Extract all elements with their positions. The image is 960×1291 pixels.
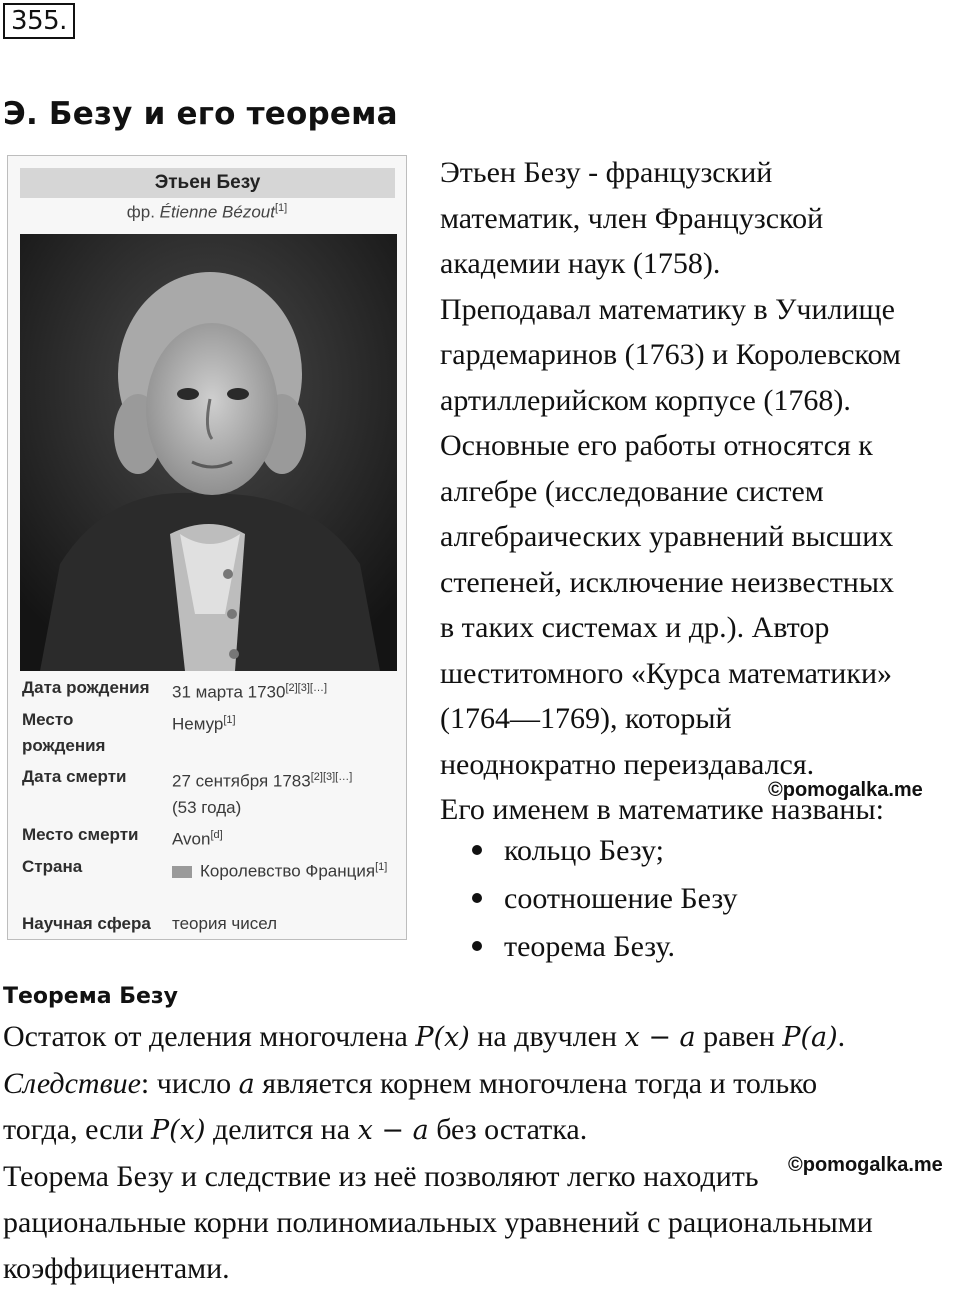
row-label: Место рождения — [22, 710, 106, 755]
watermark: ©pomogalka.me — [768, 779, 923, 801]
bullet-icon — [472, 941, 482, 951]
row-value: Avon[d] — [172, 829, 223, 849]
text-line: Этьен Безу - французский — [440, 156, 773, 189]
infobox-row-birth-date — [20, 675, 398, 701]
text-line: Преподавал математику в Училище — [440, 292, 895, 326]
subtitle-name: Étienne Bézout — [159, 202, 275, 222]
corollary-line-2: тогда, если P(x) делится на x − a без остатка. — [3, 1113, 588, 1146]
infobox-row-death-date — [20, 764, 398, 816]
text-line: академии наук (1758). — [440, 247, 721, 280]
subtitle-prefix: фр. — [126, 202, 160, 222]
text-line: неоднократно переиздавался. — [440, 747, 815, 781]
theorem-statement: Остаток от деления многочлена P(x) на двучлен x − a равен P(a). — [3, 1020, 846, 1053]
text-line: шеститомного «Курса математики» — [440, 656, 892, 690]
closing-line: рациональные корни полиномиальных уравнений с рациональными — [3, 1206, 873, 1239]
flag-icon — [172, 866, 192, 878]
text-line: (1764—1769), который — [440, 702, 732, 735]
infobox — [7, 155, 407, 940]
row-label: Научная сфера — [22, 914, 151, 933]
problem-number: 355. — [3, 3, 75, 39]
text-line: алгебре (исследование систем — [440, 474, 824, 508]
corollary-line-1: Следствие: число a является корнем многочлена тогда и только — [3, 1067, 818, 1100]
text-line: Основные его работы относятся к — [440, 429, 873, 462]
row-value: 31 марта 1730[2][3][…] — [172, 682, 328, 702]
portrait-image — [20, 234, 397, 671]
subtitle-ref: [1] — [274, 202, 288, 214]
infobox-row-field — [20, 911, 398, 937]
text-line: гардемаринов (1763) и Королевском — [440, 338, 901, 371]
watermark: ©pomogalka.me — [788, 1154, 943, 1176]
text-line: степеней, исключение неизвестных — [440, 565, 895, 599]
closing-line: Теорема Безу и следствие из неё позволяют легко находить — [3, 1160, 759, 1193]
list-item: соотношение Безу — [472, 882, 738, 916]
infobox-row-death-place — [20, 822, 398, 848]
closing-line: коэффициентами. — [3, 1252, 230, 1285]
page-title: Э. Безу и его теорема — [3, 96, 398, 132]
infobox-subtitle — [8, 202, 406, 223]
row-value: Королевство Франция[1] — [172, 854, 396, 885]
infobox-row-country — [20, 854, 398, 906]
text-line: в таких системах и др.). Автор — [440, 611, 830, 644]
row-label: Место смерти — [22, 825, 139, 844]
row-label: Дата смерти — [22, 767, 127, 786]
text-line: алгебраических уравнений высших — [440, 520, 894, 553]
bullet-icon — [472, 845, 482, 855]
row-value: Немур[1] — [172, 714, 236, 734]
row-label: Дата рождения — [22, 678, 150, 697]
row-value: 27 сентября 1783[2][3][…] (53 года) — [172, 771, 353, 817]
row-value: теория чисел — [172, 914, 278, 933]
list-item: теорема Безу. — [472, 930, 675, 964]
infobox-title: Этьен Безу — [20, 168, 395, 198]
text-line: математик, член Французской — [440, 201, 824, 235]
theorem-heading: Теорема Безу — [3, 984, 179, 1009]
infobox-row-birth-place — [20, 707, 398, 759]
row-label: Страна — [22, 857, 83, 876]
text-line: артиллерийском корпусе (1768). — [440, 383, 851, 417]
text-line: Его именем в математике названы: — [440, 793, 884, 826]
biography-paragraph — [440, 150, 955, 833]
bullet-icon — [472, 893, 482, 903]
list-item: кольцо Безу; — [472, 834, 664, 868]
